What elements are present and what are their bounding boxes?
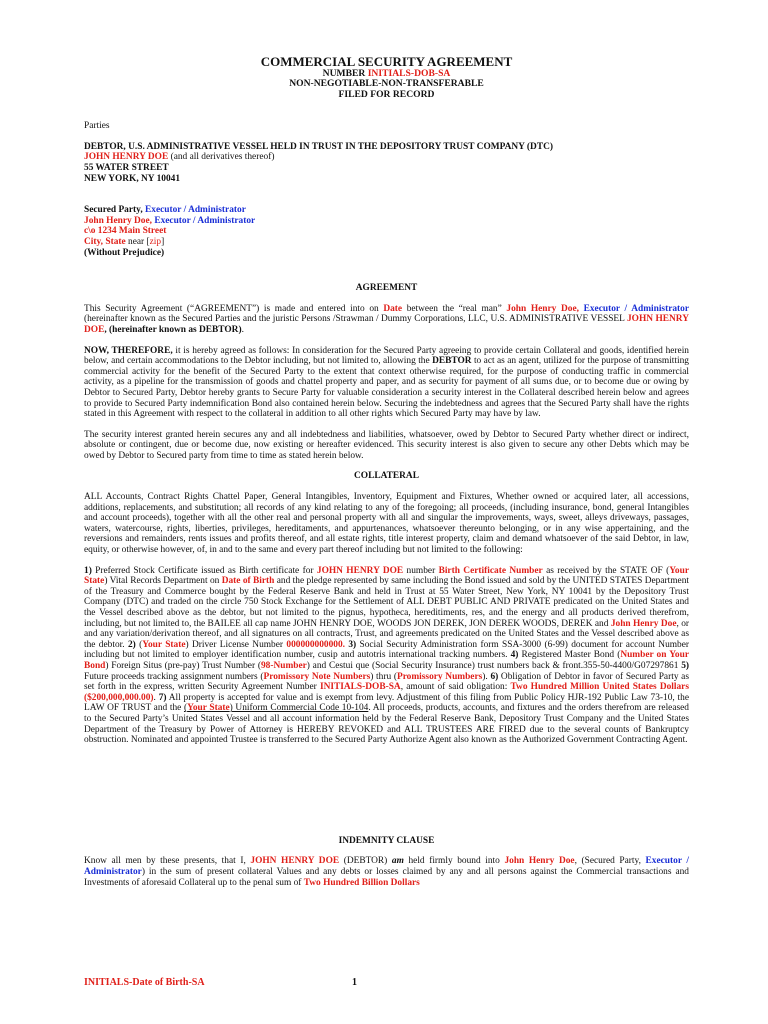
collateral-heading: COLLATERAL <box>354 471 419 482</box>
collateral-paragraph-1: ALL Accounts, Contract Rights Chattel Paper, General Intangibles, Inventory, Equipment and Fixtures, Whether owned or acquired later, all accessions, additions, replacements, and substitution; all records of any kind relating to any of the foregoing; all proceeds, (including insurance, bond, general Intangibles and account proceeds), together with all the other real and personal property with all and singular the improvements, ways, sweet, alleys driveways, passages, waters, watercourse, rights, liberties, privileges, hereditaments, and appurtenances, whatsoever thereunto belonging, or in any wise appertaining, and the reversions and remainders, rents issues and profits thereof, and all estate rights, title interest property, claim and demand whatsoever of the said Debtor, in law, equity, or otherwise however, of, in and to the same and every part thereof including but not limited to the following: <box>84 492 689 556</box>
header-line-negotiable: NON-NEGOTIABLE-NON-TRANSFERABLE <box>289 78 484 90</box>
without-prejudice: (Without Prejudice) <box>84 247 165 258</box>
document-page <box>84 55 689 888</box>
page-footer <box>84 977 689 989</box>
footer-label: INITIALS-Date of Birth-SA <box>84 977 205 988</box>
debtor-name: JOHN HENRY DOE <box>84 152 169 163</box>
document-title: COMMERCIAL SECURITY AGREEMENT <box>260 54 513 69</box>
collateral-paragraph-2: 1) Preferred Stock Certificate issued as Birth certificate for JOHN HENRY DOE number Birth Certificate Number as received by the STATE OF (Your State) Vital Records Department on Date of Birth and the pledge represented by same including the Bond issued and sold by the UNITED STATES Department of the Treasury and Commerce bought by the Federal Reserve Bank and held in Trust at 55 Water Street, New York, NY 10041 by the Depository Trust Company (DTC) and traded on the circle 750 Stock Exchange for the Settlement of ALL DEBT PUBLIC AND PRIVATE predicated on the United States and the Vessel described above as the debtor, but not limited to the pignus, hypotheca, hereditiments, res, and the energy and all products derived therefrom, including, but not limited to, the BAILEE all cap name JOHN HENRY DOE, WOODS JON DEREK, JON DEREK WOODS, DEREK and John Henry Doe, or and any variation/derivation thereof, and all signatures on all contracts, Trust, and agreements predicated on the United States and the Vessel described above as the debtor. 2) (Your State) Driver License Number 000000000000. 3) Social Security Administration form SSA-3000 (6-99) document for account Number including but not limited to employer identification number, cusip and autotris international tracking numbers. 4) Registered Master Bond (Number on Your Bond) Foreign Situs (pre-pay) Trust Number (98-Number) and Cestui que (Social Security Insurance) trust numbers back & front.355-50-4400/G07297861 5) Future proceeds tracking assignment numbers (Promissory Note Numbers) thru (Promissory Numbers). 6) Obligation of Debtor in favor of Secured Party as set forth in the express, written Security Agreement Number INITIALS-DOB-SA, amount of said obligation: Two Hundred Million United States Dollars ($200,000,000.00). 7) All property is accepted for value and is exempt from levy. Adjustment of this filing from Public Policy HJR-192 Public Law 73-10, the LAW OF TRUST and the (Your State) Uniform Commercial Code 10-104. All proceeds, products, accounts, and fixtures and the orders therefrom are released to the Secured Party’s United States Vessel and all account information held by the Federal Reserve Bank, Depository Trust Company and the United States Department of the Treasury by Power of Attorney is HEREBY REVOKED and ALL TRUSTEES ARE FIRED due to the several counts of Bankruptcy obstruction. Nominated and appointed Trustee is transferred to the Secured Party Authorize Agent also known as the Authorized Government Contracting Agent. <box>84 565 690 746</box>
document-header <box>84 55 689 100</box>
secured-party-block <box>84 205 689 258</box>
debtor-address-2: NEW YORK, NY 10041 <box>84 173 181 184</box>
page-number: 1 <box>352 977 357 988</box>
secured-party-name: John Henry Doe, Executor / Administrator <box>84 215 256 226</box>
agreement-number: NUMBER INITIALS-DOB-SA <box>322 68 451 79</box>
agreement-number-value: INITIALS-DOB-SA <box>367 68 451 79</box>
indemnity-paragraph: Know all men by these presents, that I, JOHN HENRY DOE (DEBTOR) am held firmly bound into John Henry Doe, (Secured Party, Executor / Administrator) in the sum of present collateral Values and any debts or losses claimed by any and all persons against the Commercial transactions and Investments of aforesaid Collateral up to the penal sum of Two Hundred Billion Dollars <box>84 856 690 888</box>
debtor-block <box>84 142 689 184</box>
debtor-address-1: 55 WATER STREET <box>84 163 169 173</box>
secured-party-city: City, State near [zip] <box>84 236 165 247</box>
header-line-filed: FILED FOR RECORD <box>338 88 435 100</box>
agreement-heading: AGREEMENT <box>355 283 418 294</box>
indemnity-heading: INDEMNITY CLAUSE <box>338 835 435 846</box>
agreement-paragraph-2: NOW, THEREFORE, it is hereby agreed as follows: In consideration for the Secured Party agreeing to provide certain Collateral and goods, identified herein below, and certain accommodations to the Debtor including, but not limited to, allowing the DEBTOR to act as an agent, utilized for the purpose of transmitting commercial activity for the benefit of the Secured Party to the extent that context otherwise required, for the purpose of conducting traffic in commercial activity, as a pipeline for the transmission of goods and chattel property and paper, and as security for payment of all sums due, or to become due or owing by Debtor to Secured Party, Debtor hereby grants to Secure Party for valuable consideration a security interest in the Collateral described herein below and agrees to provide to Secured Party indemnification Bond also contained herein below. Securing the indebtedness and agrees that the Secured Party shall have the rights stated in this Agreement with respect to the collateral in addition to all other rights which Secured Party may have by law. <box>84 345 689 420</box>
debtor-name-line: JOHN HENRY DOE (and all derivatives thereof) <box>84 152 275 163</box>
parties-label: Parties <box>84 121 110 132</box>
agreement-paragraph-1: This Security Agreement (“AGREEMENT”) is made and entered into on Date between the “real man” John Henry Doe, Executor / Administrator (hereinafter known as the Secured Parties and the juristic Persons /Strawman / Dummy Corporations, LLC, U.S. ADMINISTRATIVE VESSEL JOHN HENRY DOE, (hereinafter known as DEBTOR). <box>84 303 690 335</box>
agreement-paragraph-3: The security interest granted herein secures any and all indebtedness and liabilities, whatsoever, owed by Debtor to Secured Party whether direct or indirect, absolute or contingent, due or become due, now existing or hereafter evidenced. This security interest is also given to secure any other Debts which may be owed by Debtor to Secured party from time to time as stated herein below. <box>84 429 689 461</box>
secured-party-label: Secured Party, Executor / Administrator <box>84 205 246 216</box>
secured-party-address: c\o 1234 Main Street <box>84 226 167 237</box>
debtor-line: DEBTOR, U.S. ADMINISTRATIVE VESSEL HELD IN TRUST IN THE DEPOSITORY TRUST COMPANY (DTC) <box>84 141 553 152</box>
